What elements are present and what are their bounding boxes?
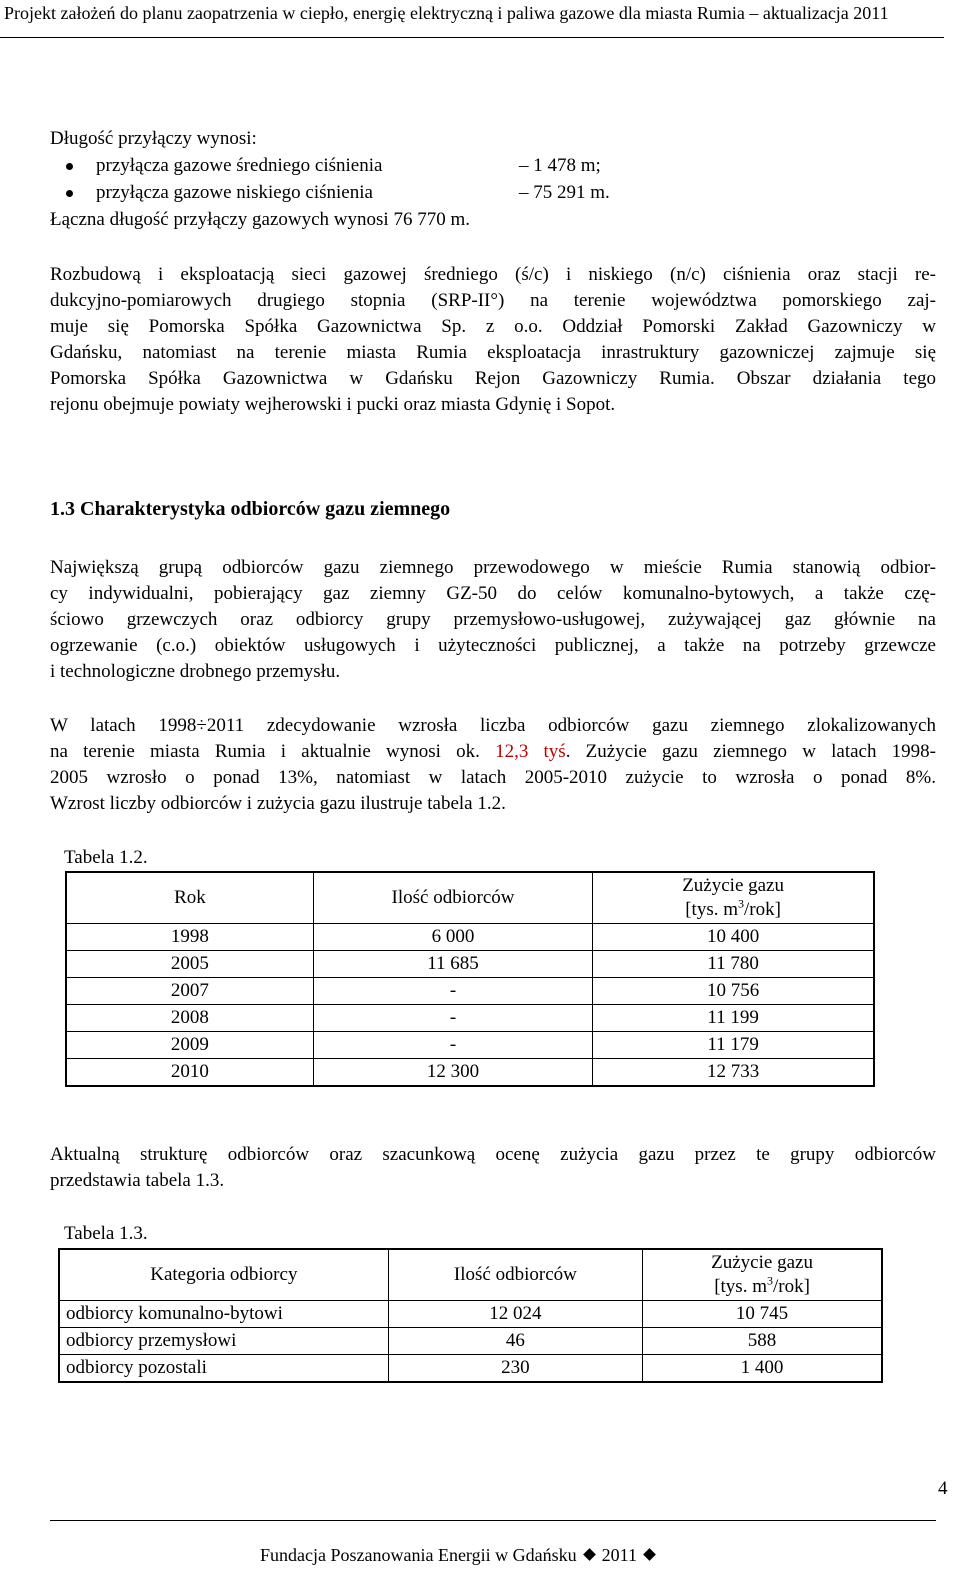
lengths-total: Łączna długość przyłączy gazowych wynosi 76 770 m. <box>50 209 470 230</box>
length-item-value: – 1 478 m; <box>519 155 601 176</box>
table-row: odbiorcy przemysłowi 46 588 <box>59 1328 882 1355</box>
paragraph-line: Pomorska Spółka Gazownictwa w Gdańsku Rejon Gazowniczy Rumia. Obszar działania tego <box>50 368 936 389</box>
paragraph-line: 2005 wzrosło o ponad 13%, natomiast w latach 2005-2010 zużycie to wzrosła o ponad 8%. <box>50 767 936 788</box>
table-header-cell: Ilość odbiorców <box>313 872 592 924</box>
paragraph-line: ściowo grzewczych oraz odbiorcy grupy przemysłowo-usługowej, zużywającej gaz głównie na <box>50 609 936 630</box>
table-row: 2007 - 10 756 <box>66 978 874 1005</box>
section-title: 1.3 Charakterystyka odbiorców gazu ziemnego <box>50 498 451 520</box>
table-1-2 <box>65 871 875 1087</box>
paragraph-line: dukcyjno-pomiarowych drugiego stopnia (SRP-II°) na terenie województwa pomorskiego zaj- <box>50 290 936 311</box>
table-caption: Tabela 1.2. <box>64 847 148 868</box>
table-header-cell: Zużycie gazu [tys. $m^3/rok$] <box>593 872 874 924</box>
table-row: 1998 6 000 10 400 <box>66 924 874 951</box>
table-1-3 <box>58 1248 883 1383</box>
paragraph-line: na terenie miasta Rumia i aktualnie wynosi ok. 12,3 tyś. Zużycie gazu ziemnego w latach 1998- <box>50 741 937 762</box>
bullet-icon <box>66 163 73 170</box>
page-number: 4 <box>938 1478 948 1499</box>
length-item-label: przyłącza gazowe średniego ciśnienia <box>96 155 383 176</box>
length-item-label: przyłącza gazowe niskiego ciśnienia <box>96 182 373 203</box>
table-row: 2009 - 11 179 <box>66 1032 874 1059</box>
paragraph-line: muje się Pomorska Spółka Gazownictwa Sp. z o.o. Oddział Pomorski Zakład Gazowniczy w <box>50 316 936 337</box>
table-header-cell: Rok <box>66 872 313 924</box>
diamond-icon <box>643 1548 656 1561</box>
bullet-icon <box>66 190 73 197</box>
paragraph-line: Największą grupą odbiorców gazu ziemnego przewodowego w mieście Rumia stanowią odbior- <box>50 557 936 578</box>
table-row: 2008 - 11 199 <box>66 1005 874 1032</box>
length-item-value: – 75 291 m. <box>519 182 610 203</box>
table-header-cell: Zużycie gazu [tys. $m^3/rok$] <box>643 1249 882 1301</box>
table-row: odbiorcy pozostali 230 1 400 <box>59 1355 882 1383</box>
diamond-icon <box>583 1548 596 1561</box>
highlighted-value: 12,3 tyś <box>495 741 566 762</box>
paragraph-line: Rozbudową i eksploatacją sieci gazowej średniego (ś/c) i niskiego (n/c) ciśnienia oraz stacji re- <box>50 264 936 285</box>
table-row: 2010 12 300 12 733 <box>66 1059 874 1087</box>
footer-divider <box>50 1520 936 1521</box>
paragraph-line: Wzrost liczby odbiorców i zużycia gazu ilustruje tabela 1.2. <box>50 793 506 814</box>
table-caption: Tabela 1.3. <box>64 1223 148 1244</box>
paragraph-line: ogrzewanie (c.o.) obiektów usługowych i użyteczności publicznej, a także na potrzeby grzewcze <box>50 635 936 656</box>
paragraph-line: W latach 1998÷2011 zdecydowanie wzrosła liczba odbiorców gazu ziemnego zlokalizowanych <box>50 715 936 736</box>
table-header-cell: Ilość odbiorców <box>388 1249 642 1301</box>
lengths-intro: Długość przyłączy wynosi: <box>50 128 257 149</box>
running-header: Projekt założeń do planu zaopatrzenia w ciepło, energię elektryczną i paliwa gazowe dla miasta Rumia – aktualizacja 2011 <box>0 0 944 38</box>
table-row: odbiorcy komunalno-bytowi 12 024 10 745 <box>59 1301 882 1328</box>
paragraph-line: Gdańsku, natomiast na terenie miasta Rumia eksploatacja inrastruktury gazowniczej zajmuje się <box>50 342 936 363</box>
table-header-cell: Kategoria odbiorcy <box>59 1249 388 1301</box>
table-row: 2005 11 685 11 780 <box>66 951 874 978</box>
paragraph-line: cy indywidualni, pobierający gaz ziemny GZ-50 do celów komunalno-bytowych, a także czę- <box>50 583 936 604</box>
paragraph-line: Aktualną strukturę odbiorców oraz szacunkową ocenę zużycia gazu przez te grupy odbiorców <box>50 1144 936 1165</box>
paragraph-line: rejonu obejmuje powiaty wejherowski i pucki oraz miasta Gdynię i Sopot. <box>50 394 616 415</box>
paragraph-line: przedstawia tabela 1.3. <box>50 1170 225 1191</box>
paragraph-line: i technologiczne drobnego przemysłu. <box>50 661 341 682</box>
footer: Fundacja Poszanowania Energii w Gdańsku 2011 <box>260 1545 662 1566</box>
